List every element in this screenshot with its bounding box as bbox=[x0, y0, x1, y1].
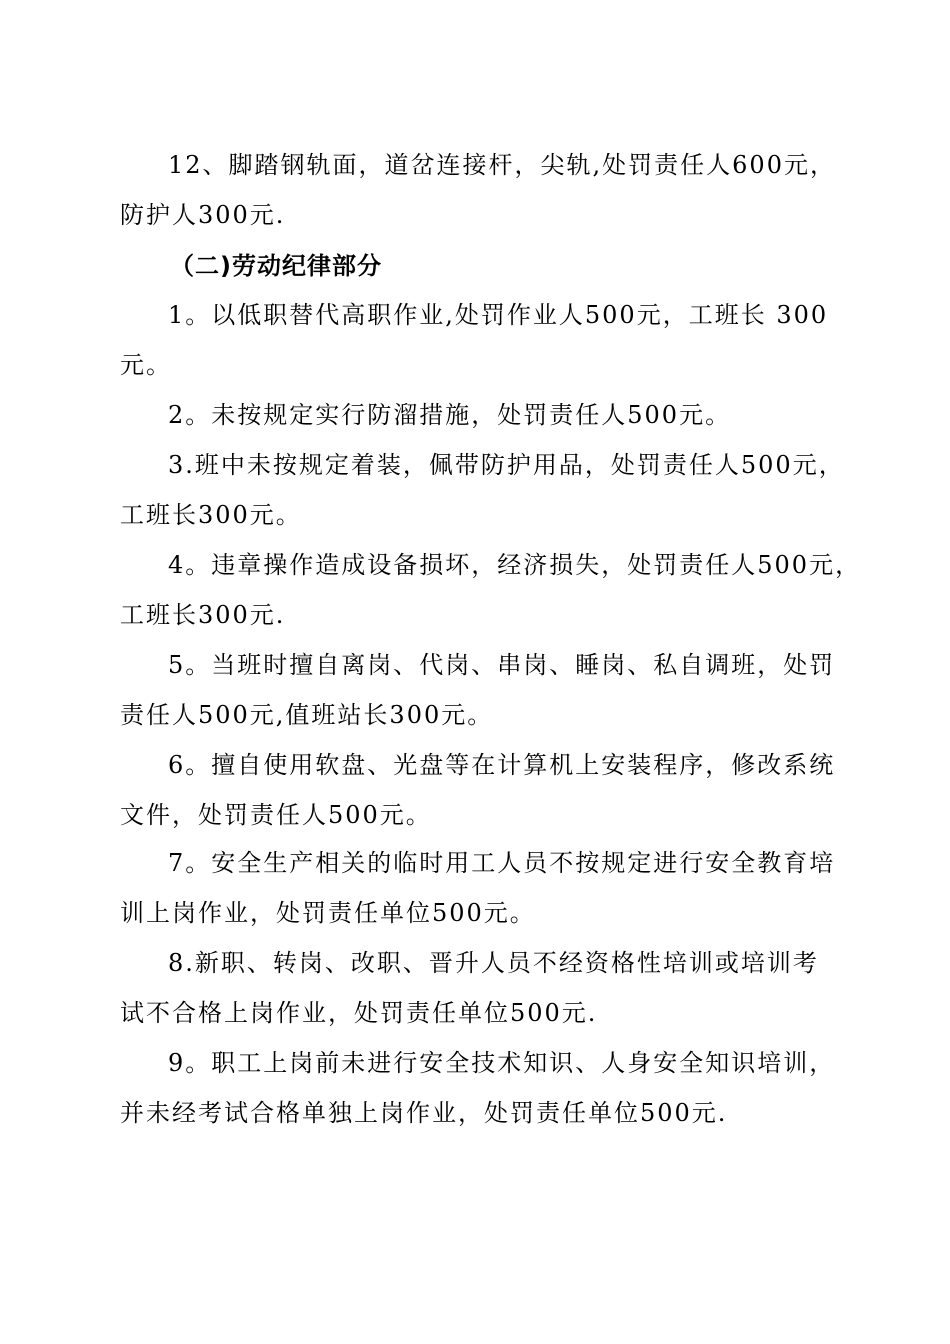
paragraph-line: 并未经考试合格单独上岗作业，处罚责任单位500元. bbox=[120, 1099, 728, 1127]
paragraph-item-1 bbox=[120, 290, 840, 390]
paragraph-line: 责任人500元,值班站长300元。 bbox=[120, 701, 494, 729]
paragraph-line: 1。以低职替代高职作业,处罚作业人500元，工班长 300 bbox=[168, 301, 829, 329]
paragraph-line: 8.新职、转岗、改职、晋升人员不经资格性培训或培训考 bbox=[168, 949, 819, 977]
paragraph-item-5 bbox=[120, 640, 840, 740]
paragraph-item-8 bbox=[120, 938, 840, 1038]
paragraph-item-3 bbox=[120, 440, 845, 540]
paragraph-line: 6。擅自使用软盘、光盘等在计算机上安装程序，修改系统 bbox=[168, 751, 836, 779]
paragraph-line: 试不合格上岗作业，处罚责任单位500元. bbox=[120, 999, 598, 1027]
paragraph-line: 3.班中未按规定着装，佩带防护用品，处罚责任人500元， bbox=[168, 451, 845, 479]
paragraph-item-6 bbox=[120, 740, 840, 840]
paragraph-item-2 bbox=[120, 390, 840, 440]
paragraph-line: 7。安全生产相关的临时用工人员不按规定进行安全教育培 bbox=[168, 849, 836, 877]
paragraph-item-12 bbox=[120, 140, 840, 240]
paragraph-item-9 bbox=[120, 1038, 840, 1138]
paragraph-line: 9。职工上岗前未进行安全技术知识、人身安全知识培训， bbox=[168, 1049, 836, 1077]
paragraph-line: 12、脚踏钢轨面，道岔连接杆，尖轨,处罚责任人600元， bbox=[168, 151, 836, 179]
paragraph-item-7 bbox=[120, 838, 840, 938]
paragraph-line: 2。未按规定实行防溜措施，处罚责任人500元。 bbox=[168, 401, 732, 429]
paragraph-line: 防护人300元. bbox=[120, 201, 286, 229]
paragraph-line: 工班长300元. bbox=[120, 601, 286, 629]
paragraph-line: 4。违章操作造成设备损坏，经济损失，处罚责任人500元， bbox=[168, 551, 862, 579]
paragraph-line: 训上岗作业，处罚责任单位500元。 bbox=[120, 899, 536, 927]
paragraph-line: 元。 bbox=[120, 351, 172, 379]
paragraph-item-4 bbox=[120, 540, 862, 640]
paragraph-line: 5。当班时擅自离岗、代岗、串岗、睡岗、私自调班，处罚 bbox=[168, 651, 836, 679]
section-heading: （二)劳动纪律部分 bbox=[170, 252, 382, 280]
paragraph-line: 工班长300元。 bbox=[120, 501, 302, 529]
paragraph-line: 文件，处罚责任人500元。 bbox=[120, 801, 432, 829]
